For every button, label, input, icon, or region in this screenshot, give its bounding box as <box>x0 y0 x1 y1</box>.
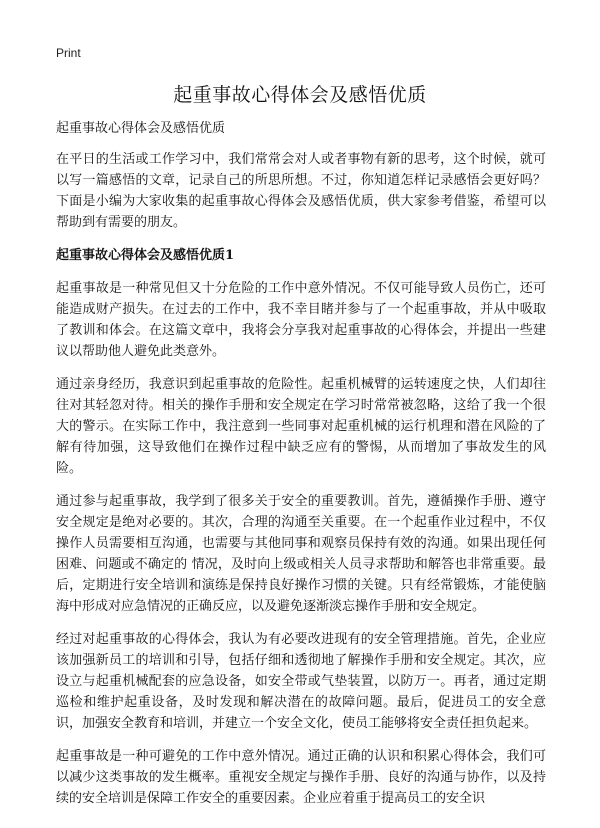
body-paragraph: 起重事故是一种可避免的工作中意外情况。通过正确的认识和积累心得体会，我们可以减少这类事故的发生概率。重视安全规定与操作手册、良好的沟通与协作，以及持续的安全培训是保障工作安全的重要因素。企业应着重于提高员工的安全识 <box>56 749 546 806</box>
section-heading: 起重事故心得体会及感悟优质1 <box>56 248 235 263</box>
article-subtitle: 起重事故心得体会及感悟优质 <box>56 121 226 136</box>
print-link[interactable]: Print <box>56 46 81 60</box>
intro-paragraph: 在平日的生活或工作学习中，我们常常会对人或者事物有新的思考，这个时候，就可以写一篇感悟的文章，记录自己的所思所想。不过，你知道怎样记录感悟会更好吗？下面是小编为大家收集的起重事故心得体会及感悟优质，供大家参考借鉴，希望可以帮助到有需要的朋友。 <box>56 152 546 230</box>
body-paragraph: 通过亲身经历，我意识到起重事故的危险性。起重机械臂的运转速度之快，人们却往往对其轻忽对待。相关的操作手册和安全规定在学习时常常被忽略，这给了我一个很大的警示。在实际工作中，我注意到一些同事对起重机械的运行机理和潜在风险的了解有待加强，这导致他们在操作过程中缺乏应有的警惕，从而增加了事故发生的风险。 <box>56 377 546 476</box>
body-paragraph: 起重事故是一种常见但又十分危险的工作中意外情况。不仅可能导致人员伤亡，还可能造成财产损失。在过去的工作中，我不幸目睹并参与了一个起重事故，并从中吸取了教训和体会。在这篇文章中，我将会分享我对起重事故的心得体会，并提出一些建议以帮助他人避免此类意外。 <box>56 281 546 359</box>
article-body <box>56 118 546 821</box>
page-title: 起重事故心得体会及感悟优质 <box>173 84 427 106</box>
body-paragraph: 经过对起重事故的心得体会，我认为有必要改进现有的安全管理措施。首先，企业应该加强新员工的培训和引导，包括仔细和透彻地了解操作手册和安全规定。其次，应设立与起重机械配套的应急设备，如安全带或气垫装置，以防万一。再者，通过定期巡检和维护起重设备，及时发现和解决潜在的故障问题。最后，促进员工的安全意识，加强安全教育和培训，并建立一个安全文化，使员工能够将安全责任担负起来。 <box>56 632 546 731</box>
body-paragraph: 通过参与起重事故，我学到了很多关于安全的重要教训。首先，遵循操作手册、遵守安全规定是绝对必要的。其次，合理的沟通至关重要。在一个起重作业过程中，不仅操作人员需要相互沟通，也需要与其他同事和观察员保持有效的沟通。如果出现任何困难、问题或不确定的 情况，及时向上级或相关人员寻求帮助和解答也非常重要。最后，定期进行安全培训和演练是保持良好操作习惯的关键。只有经常锻炼，才能使脑海中形成对应急情况的正确反应，以及避免逐渐淡忘操作手册和安全规定。 <box>56 494 546 614</box>
